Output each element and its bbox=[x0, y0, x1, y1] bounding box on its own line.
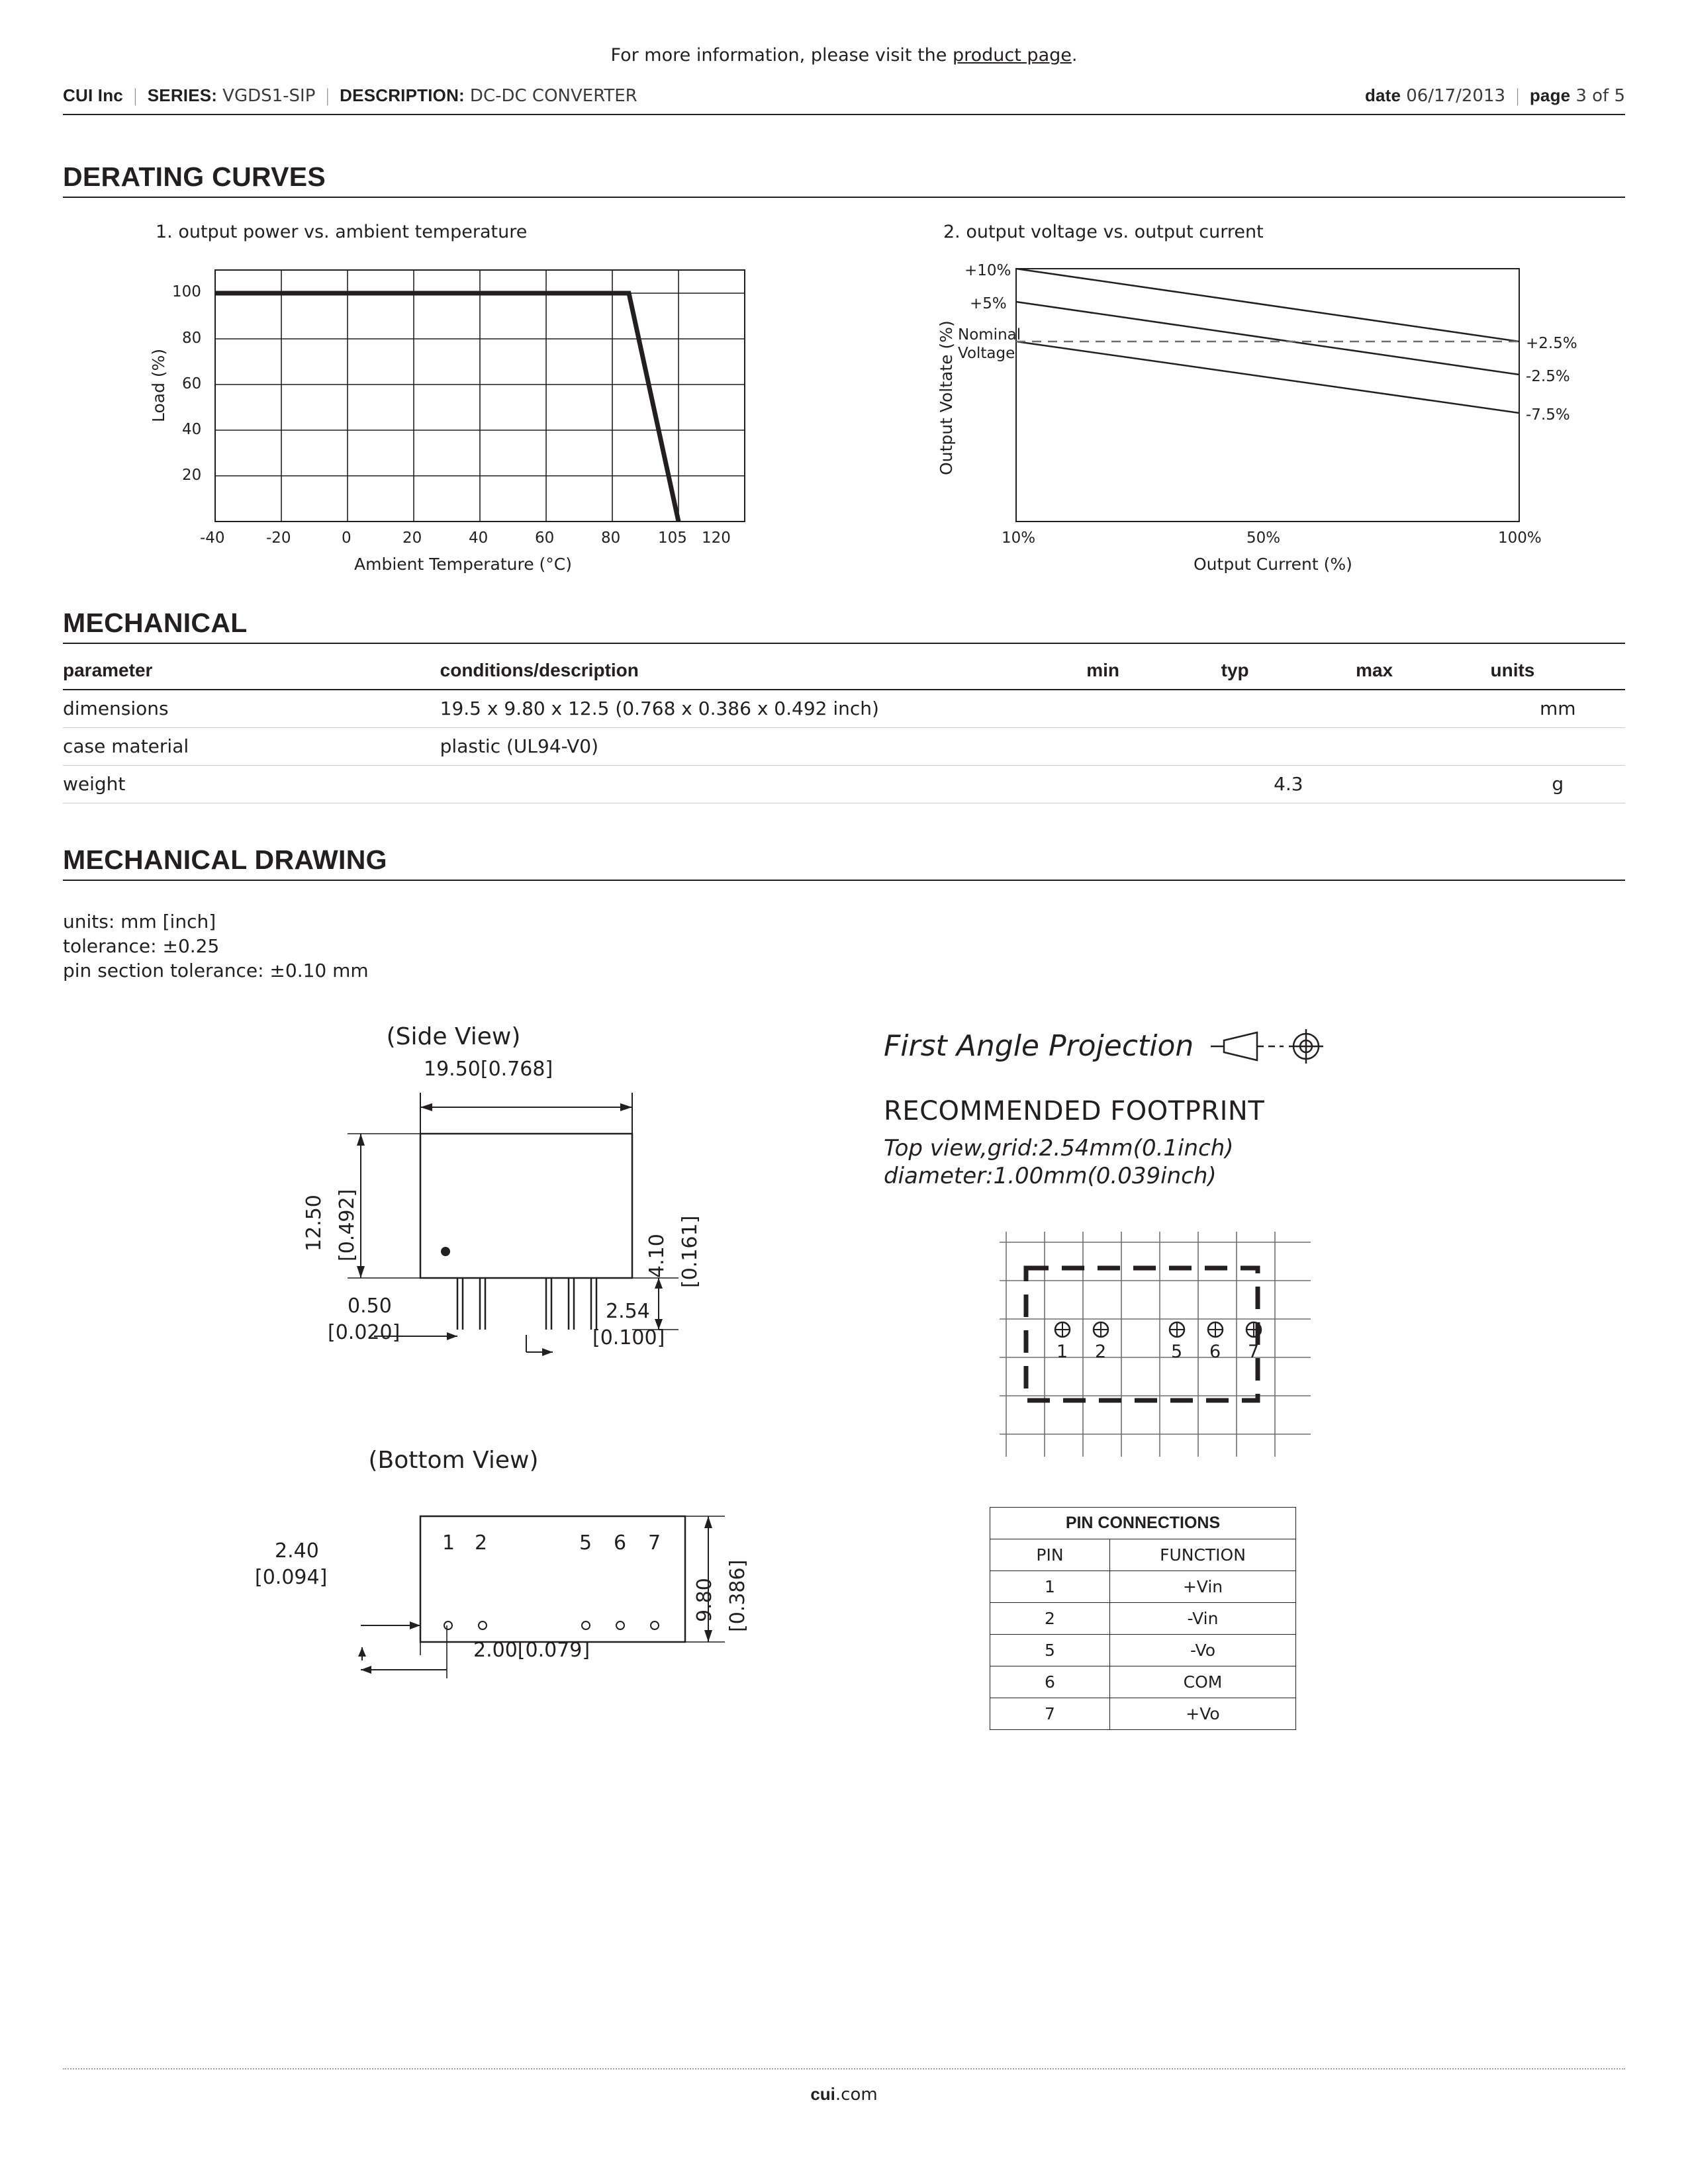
chart1-ytick-40: 40 bbox=[182, 421, 202, 438]
more-info-prefix: For more information, please visit the bbox=[610, 45, 953, 66]
chart-power-vs-temp bbox=[63, 222, 844, 574]
chart1-ytick-100: 100 bbox=[172, 283, 201, 300]
cell-units: g bbox=[1491, 766, 1626, 803]
bottom-view-group bbox=[63, 1447, 844, 1702]
col-units: units bbox=[1491, 653, 1626, 690]
cell-min bbox=[1086, 766, 1221, 803]
cell-min bbox=[1086, 728, 1221, 766]
footer-text bbox=[63, 2070, 1625, 2105]
cell-units bbox=[1491, 728, 1626, 766]
table-row bbox=[990, 1602, 1296, 1634]
side-view-svg bbox=[63, 1068, 844, 1438]
pitch-in: [0.100] bbox=[592, 1326, 665, 1349]
table-row bbox=[990, 1634, 1296, 1666]
side-view-group bbox=[63, 1023, 844, 1438]
series-label: SERIES: bbox=[147, 85, 218, 105]
chart2-right-label-minus2p5: -2.5% bbox=[1526, 368, 1570, 385]
footprint-title: RECOMMENDED FOOTPRINT bbox=[884, 1095, 1265, 1126]
table-row bbox=[990, 1698, 1296, 1729]
product-page-link[interactable]: product page bbox=[953, 45, 1072, 66]
bottom-offset: 2.00[0.079] bbox=[473, 1638, 590, 1662]
right-drawing-column bbox=[884, 1023, 1625, 1730]
cell-typ bbox=[1221, 690, 1356, 728]
page-footer bbox=[63, 2068, 1625, 2105]
footprint-pin-7: 7 bbox=[1248, 1341, 1260, 1362]
cell-max bbox=[1356, 690, 1490, 728]
cell-max bbox=[1356, 766, 1490, 803]
chart2-plot bbox=[844, 257, 1625, 574]
mechanical-drawing-title: MECHANICAL DRAWING bbox=[63, 844, 387, 875]
chart1-xtick-80: 80 bbox=[601, 529, 621, 547]
mechanical-table bbox=[63, 653, 1625, 803]
function-col-header: FUNCTION bbox=[1110, 1539, 1296, 1570]
mechanical-drawing-section bbox=[63, 844, 1625, 1897]
pin-connections-block bbox=[990, 1507, 1625, 1730]
chart2-ytick-nominal: Nominal bbox=[958, 326, 1021, 343]
note-units: units: mm [inch] bbox=[63, 911, 216, 933]
bottom-pin-2: 2 bbox=[475, 1531, 488, 1555]
chart1-xtick-20: 20 bbox=[402, 529, 422, 547]
first-angle-projection-label: First Angle Projection bbox=[884, 1029, 1194, 1064]
chart1-y-axis-label: Load (%) bbox=[149, 348, 168, 422]
chart2-xtick-100: 100% bbox=[1498, 529, 1542, 547]
side-height-in: [0.492] bbox=[336, 1189, 359, 1261]
chart2-caption: 2. output voltage vs. output current bbox=[943, 222, 1264, 242]
description-label: DESCRIPTION: bbox=[340, 85, 465, 105]
col-min: min bbox=[1086, 653, 1221, 690]
pin-length-mm: 4.10 bbox=[645, 1234, 669, 1278]
bottom-edge-mm: 2.40 bbox=[275, 1539, 319, 1563]
bottom-pin-5: 5 bbox=[579, 1531, 592, 1555]
chart1-xtick-105: 105 bbox=[658, 529, 687, 547]
chart-voltage-vs-current bbox=[844, 222, 1625, 574]
cell-max bbox=[1356, 728, 1490, 766]
page-value: 3 of 5 bbox=[1575, 86, 1625, 106]
chart1-xtick-0: 0 bbox=[342, 529, 352, 547]
cell-parameter: weight bbox=[63, 766, 440, 803]
pin-number: 2 bbox=[990, 1602, 1110, 1634]
footprint-sub-grid: Top view,grid:2.54mm(0.1inch) bbox=[884, 1134, 1234, 1161]
footprint-pin-6: 6 bbox=[1209, 1341, 1221, 1362]
pin-function: +Vo bbox=[1110, 1698, 1296, 1729]
cell-typ bbox=[1221, 728, 1356, 766]
derating-title: DERATING CURVES bbox=[63, 161, 326, 192]
derating-charts bbox=[63, 222, 1625, 574]
pin-function: COM bbox=[1110, 1666, 1296, 1698]
pin-table-title-row bbox=[990, 1507, 1296, 1539]
chart1-xtick-120: 120 bbox=[702, 529, 731, 547]
pin-number: 6 bbox=[990, 1666, 1110, 1698]
pin-table-title: PIN CONNECTIONS bbox=[990, 1507, 1296, 1539]
pin-number: 1 bbox=[990, 1570, 1110, 1602]
cell-units: mm bbox=[1491, 690, 1626, 728]
drawing-canvas bbox=[63, 1023, 1625, 1897]
chart2-xtick-10: 10% bbox=[1002, 529, 1036, 547]
col-conditions: conditions/description bbox=[440, 653, 1087, 690]
table-header-row bbox=[63, 653, 1625, 690]
pin-width-mm: 0.50 bbox=[348, 1294, 392, 1318]
chart2-right-label-minus7p5: -7.5% bbox=[1526, 406, 1570, 424]
cell-min bbox=[1086, 690, 1221, 728]
table-row bbox=[63, 728, 1625, 766]
description-value: DC-DC CONVERTER bbox=[469, 86, 637, 106]
divider: | bbox=[324, 86, 331, 106]
bottom-pin-1: 1 bbox=[442, 1531, 455, 1555]
chart1-caption: 1. output power vs. ambient temperature bbox=[156, 222, 528, 242]
pin-col-header: PIN bbox=[990, 1539, 1110, 1570]
col-typ: typ bbox=[1221, 653, 1356, 690]
pin-function: -Vo bbox=[1110, 1634, 1296, 1666]
side-width-dim: 19.50[0.768] bbox=[424, 1057, 553, 1081]
cell-typ: 4.3 bbox=[1221, 766, 1356, 803]
pitch-mm: 2.54 bbox=[606, 1299, 650, 1323]
derating-section bbox=[63, 161, 1625, 574]
chart2-ytick-plus10: +10% bbox=[964, 262, 1011, 279]
footer-domain: .com bbox=[835, 2085, 878, 2105]
footprint-pin-1: 1 bbox=[1056, 1341, 1068, 1362]
cell-conditions bbox=[440, 766, 1087, 803]
chart1-xtick-40: 40 bbox=[469, 529, 489, 547]
mechanical-title: MECHANICAL bbox=[63, 608, 248, 638]
bottom-pin-6: 6 bbox=[614, 1531, 627, 1555]
footprint-pin-2: 2 bbox=[1095, 1341, 1107, 1362]
document-header-bar bbox=[63, 85, 1625, 115]
divider: | bbox=[1515, 86, 1521, 106]
pin-table-header-row bbox=[990, 1539, 1296, 1570]
side-height-mm: 12.50 bbox=[303, 1194, 326, 1251]
pin-length-in: [0.161] bbox=[679, 1215, 702, 1288]
note-tolerance: tolerance: ±0.25 bbox=[63, 934, 220, 957]
chart1-xtick--20: -20 bbox=[266, 529, 291, 547]
chart1-xtick-60: 60 bbox=[535, 529, 555, 547]
cell-parameter: dimensions bbox=[63, 690, 440, 728]
cell-conditions: plastic (UL94-V0) bbox=[440, 728, 1087, 766]
footprint-diagram bbox=[1000, 1232, 1625, 1459]
chart2-x-axis-label: Output Current (%) bbox=[1194, 555, 1352, 574]
col-max: max bbox=[1356, 653, 1490, 690]
chart1-plot bbox=[63, 257, 844, 574]
footprint-sub-diameter: diameter:1.00mm(0.039inch) bbox=[884, 1163, 1217, 1190]
mechanical-section bbox=[63, 608, 1625, 803]
bottom-pin-7: 7 bbox=[648, 1531, 661, 1555]
page-label: page bbox=[1529, 85, 1571, 105]
chart2-right-label-plus2p5: +2.5% bbox=[1526, 335, 1577, 352]
note-pin-tolerance: pin section tolerance: ±0.10 mm bbox=[63, 959, 369, 981]
bottom-depth-mm: 9.80 bbox=[693, 1578, 716, 1622]
cell-parameter: case material bbox=[63, 728, 440, 766]
footprint-svg bbox=[1000, 1232, 1311, 1457]
chart2-xtick-50: 50% bbox=[1246, 529, 1281, 547]
pin-number: 5 bbox=[990, 1634, 1110, 1666]
pin-function: +Vin bbox=[1110, 1570, 1296, 1602]
chart1-ytick-60: 60 bbox=[182, 375, 202, 392]
bottom-view-label: (Bottom View) bbox=[368, 1446, 539, 1474]
pin-width-in: [0.020] bbox=[328, 1320, 400, 1344]
col-parameter: parameter bbox=[63, 653, 440, 690]
chart1-x-axis-label: Ambient Temperature (°C) bbox=[354, 555, 573, 574]
chart1-ytick-20: 20 bbox=[182, 467, 202, 484]
pin-connections-table bbox=[990, 1507, 1296, 1730]
chart1-ytick-80: 80 bbox=[182, 330, 202, 347]
table-row bbox=[63, 690, 1625, 728]
footer-brand: cui bbox=[810, 2084, 835, 2104]
series-value: VGDS1-SIP bbox=[222, 86, 316, 106]
side-view-label: (Side View) bbox=[386, 1023, 521, 1050]
date-label: date bbox=[1364, 85, 1401, 105]
bottom-depth-in: [0.386] bbox=[726, 1559, 749, 1632]
pin-function: -Vin bbox=[1110, 1602, 1296, 1634]
table-row bbox=[990, 1570, 1296, 1602]
cell-conditions: 19.5 x 9.80 x 12.5 (0.768 x 0.386 x 0.492 inch) bbox=[440, 690, 1087, 728]
more-info-suffix: . bbox=[1071, 45, 1078, 66]
divider: | bbox=[132, 86, 138, 106]
chart2-ytick-plus5: +5% bbox=[970, 295, 1007, 312]
footprint-pin-5: 5 bbox=[1171, 1341, 1183, 1362]
first-angle-projection-icon bbox=[1205, 1023, 1344, 1069]
table-row bbox=[990, 1666, 1296, 1698]
bottom-edge-in: [0.094] bbox=[255, 1565, 328, 1589]
chart2-ytick-nominal-2: Voltage bbox=[958, 345, 1015, 362]
more-info-line bbox=[63, 0, 1625, 66]
projection-row bbox=[884, 1023, 1625, 1069]
date-value: 06/17/2013 bbox=[1406, 86, 1506, 106]
chart1-svg bbox=[63, 257, 791, 568]
chart2-y-axis-label: Output Voltate (%) bbox=[937, 320, 956, 475]
pin-number: 7 bbox=[990, 1698, 1110, 1729]
company-name: CUI Inc bbox=[63, 85, 123, 105]
table-row bbox=[63, 766, 1625, 803]
chart1-xtick--40: -40 bbox=[200, 529, 225, 547]
drawing-notes bbox=[63, 910, 1625, 983]
